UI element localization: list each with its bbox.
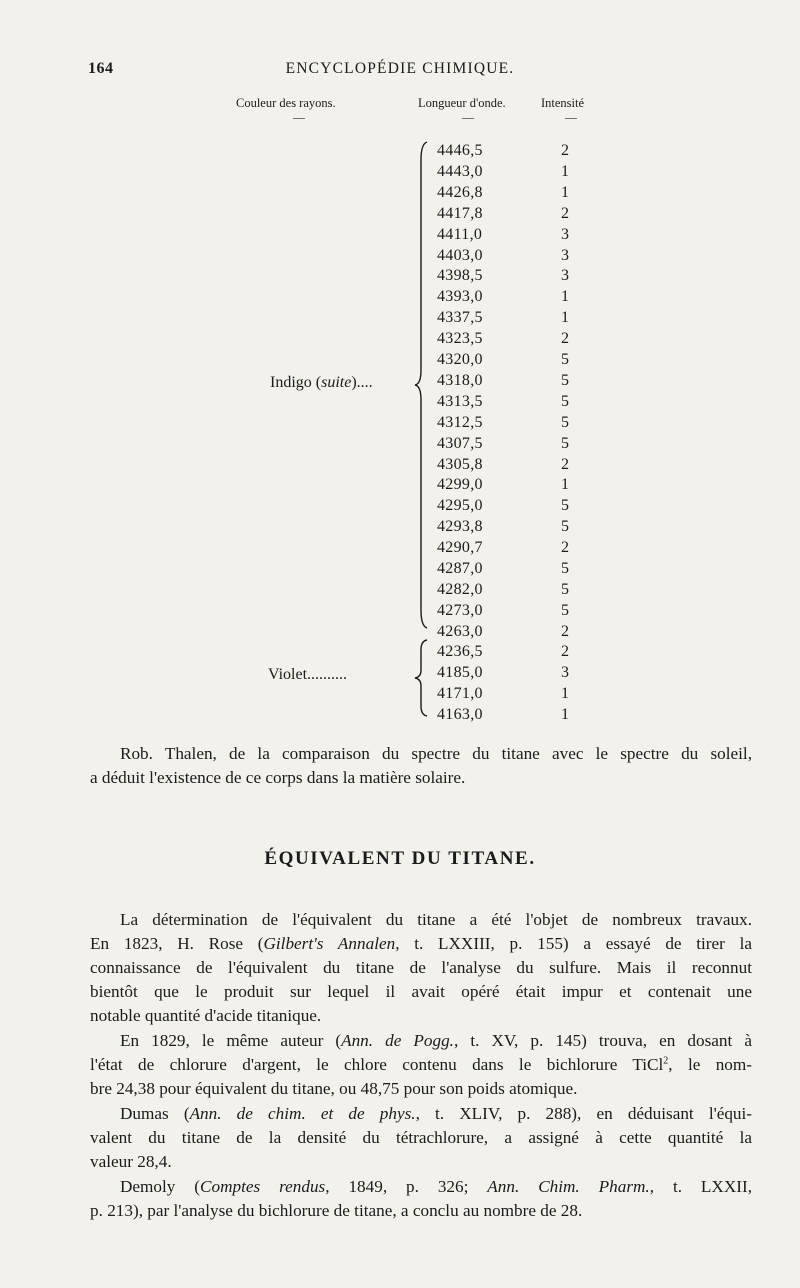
group-label-tail: ).... bbox=[351, 374, 373, 391]
wavelength-value: 4273,0 bbox=[437, 601, 483, 619]
text-run: Demoly ( bbox=[120, 1177, 201, 1196]
wavelength-value: 4312,5 bbox=[437, 413, 483, 431]
intensity-value: 2 bbox=[561, 539, 569, 557]
group-label-violet bbox=[268, 666, 347, 684]
intensity-value: 1 bbox=[561, 705, 569, 723]
text-run: Dumas ( bbox=[120, 1104, 190, 1123]
wavelength-value: 4282,0 bbox=[437, 580, 483, 598]
intensity-value: 2 bbox=[561, 142, 569, 159]
intensity-value: 2 bbox=[561, 204, 569, 222]
intensity-value: 3 bbox=[561, 246, 569, 264]
intensity-value: 5 bbox=[561, 601, 569, 619]
text-run: l'état de chlorure d'argent, le chlore contenu dans le bichlorure TiCl bbox=[90, 1055, 664, 1075]
paragraph-thalen bbox=[90, 742, 752, 790]
text-line: La détermination de l'équivalent du titane a été l'objet de nombreux travaux. bbox=[120, 910, 752, 929]
section-title: ÉQUIVALENT DU TITANE. bbox=[264, 848, 536, 869]
text-line: bientôt que le produit sur lequel il avait opéré était impur et contenait une bbox=[90, 982, 752, 1002]
text-run: , t. XLIV, p. 288), en déduisant l'équi- bbox=[415, 1104, 753, 1123]
text-line bbox=[90, 932, 752, 956]
wavelength-value: 4320,0 bbox=[437, 351, 483, 368]
intensity-value: 3 bbox=[561, 663, 569, 681]
intensity-value: 1 bbox=[561, 476, 569, 494]
column-dash-intensity: — bbox=[565, 110, 577, 124]
brace-violet bbox=[414, 638, 428, 718]
column-header-wavelength: Longueur d'onde. bbox=[418, 96, 506, 110]
citation-italic: Comptes rendus bbox=[200, 1177, 326, 1196]
running-header bbox=[88, 60, 712, 84]
wavelength-value: 4426,8 bbox=[437, 183, 483, 201]
text-line: a déduit l'existence de ce corps dans la matière solaire. bbox=[90, 768, 466, 788]
wavelength-value: 4323,5 bbox=[437, 330, 483, 348]
paragraph-demoly bbox=[90, 1175, 752, 1223]
intensity-value: 5 bbox=[561, 371, 569, 389]
wavelength-value: 4287,0 bbox=[437, 560, 483, 577]
wavelength-value: 4403,0 bbox=[437, 246, 483, 264]
intensity-value: 5 bbox=[561, 518, 569, 536]
text-run: En 1829, le même auteur ( bbox=[120, 1031, 342, 1050]
wavelength-value: 4293,8 bbox=[437, 518, 483, 536]
citation-italic: Ann. de chim. et de phys. bbox=[189, 1104, 416, 1123]
text-line bbox=[90, 1053, 752, 1077]
intensity-value: 2 bbox=[561, 643, 569, 660]
intensity-value: 3 bbox=[561, 225, 569, 243]
running-title: ENCYCLOPÉDIE CHIMIQUE. bbox=[285, 60, 515, 77]
citation-italic: Ann. Chim. Pharm. bbox=[487, 1177, 650, 1196]
brace-indigo bbox=[414, 140, 428, 630]
intensity-value: 1 bbox=[561, 183, 569, 201]
paragraph-rose-1829 bbox=[90, 1029, 752, 1101]
wavelength-value: 4313,5 bbox=[437, 392, 483, 410]
text-run: , le nom- bbox=[668, 1055, 752, 1075]
text-line: connaissance de l'équivalent du titane de l'analyse du sulfure. Mais il reconnut bbox=[90, 958, 752, 978]
paragraph-rose-1823 bbox=[90, 908, 752, 1028]
intensity-value: 1 bbox=[561, 288, 569, 306]
text-line bbox=[90, 1102, 752, 1126]
paragraph-dumas bbox=[90, 1102, 752, 1174]
intensity-value: 5 bbox=[561, 497, 569, 515]
text-line bbox=[90, 1029, 752, 1053]
column-dash-wavelength: — bbox=[462, 110, 474, 124]
intensity-value: 5 bbox=[561, 560, 569, 577]
wavelength-value: 4185,0 bbox=[437, 663, 483, 681]
text-run: , t. LXXIII, p. 155) a essayé de tirer la bbox=[395, 934, 753, 954]
wavelength-value: 4443,0 bbox=[437, 162, 483, 180]
intensity-value: 5 bbox=[561, 392, 569, 410]
wavelength-value: 4305,8 bbox=[437, 455, 483, 473]
group-label-italic: suite bbox=[321, 374, 352, 391]
text-line: p. 213), par l'analyse du bichlorure de titane, a conclu au nombre de 28. bbox=[90, 1201, 583, 1221]
wavelength-value: 4318,0 bbox=[437, 371, 483, 389]
text-line: notable quantité d'acide titanique. bbox=[90, 1006, 322, 1026]
intensity-value: 5 bbox=[561, 413, 569, 431]
intensity-value: 1 bbox=[561, 162, 569, 180]
wavelength-value: 4307,5 bbox=[437, 434, 483, 452]
intensity-value: 1 bbox=[561, 684, 569, 702]
wavelength-value: 4290,7 bbox=[437, 539, 483, 557]
group-label-indigo bbox=[270, 374, 373, 392]
text-line: Rob. Thalen, de la comparaison du spectre du titane avec le spectre du soleil, bbox=[120, 744, 752, 763]
wavelength-value: 4163,0 bbox=[437, 705, 483, 723]
column-header-intensity: Intensité bbox=[541, 96, 585, 110]
intensity-value: 3 bbox=[561, 267, 569, 285]
text-run: , t. LXXII, bbox=[649, 1177, 752, 1196]
intensity-value: 5 bbox=[561, 580, 569, 598]
wavelength-value: 4446,5 bbox=[437, 142, 483, 159]
wavelength-value: 4171,0 bbox=[437, 684, 483, 702]
column-header-rays: Couleur des rayons. bbox=[236, 96, 336, 110]
wavelength-value: 4393,0 bbox=[437, 288, 483, 306]
wavelength-value: 4417,8 bbox=[437, 204, 483, 222]
text-line: valent du titane de la densité du tétrachlorure, a assigné à cette quantité la bbox=[90, 1128, 752, 1148]
wavelength-value: 4398,5 bbox=[437, 267, 483, 285]
wavelength-value: 4236,5 bbox=[437, 643, 483, 660]
intensity-value: 5 bbox=[561, 351, 569, 368]
text-line: valeur 28,4. bbox=[90, 1152, 172, 1172]
text-run: En 1823, H. Rose ( bbox=[90, 934, 264, 954]
intensity-value: 1 bbox=[561, 309, 569, 327]
page-number: 164 bbox=[88, 60, 114, 77]
column-dash-rays: — bbox=[293, 110, 305, 124]
group-label-text: Violet.......... bbox=[268, 666, 348, 683]
group-label-text: Indigo ( bbox=[270, 374, 322, 391]
intensity-value: 2 bbox=[561, 455, 569, 473]
text-run: , 1849, p. 326; bbox=[325, 1177, 488, 1196]
wavelength-value: 4411,0 bbox=[437, 225, 483, 243]
wavelength-value: 4299,0 bbox=[437, 476, 483, 494]
intensity-value: 5 bbox=[561, 434, 569, 452]
text-line: bre 24,38 pour équivalent du titane, ou 48,75 pour son poids atomique. bbox=[90, 1079, 578, 1099]
wavelength-value: 4337,5 bbox=[437, 309, 483, 327]
formula-superscript: 2 bbox=[663, 1055, 669, 1067]
citation-italic: Ann. de Pogg. bbox=[341, 1031, 454, 1050]
text-line bbox=[90, 1175, 752, 1199]
citation-italic: Gilbert's Annalen bbox=[263, 934, 396, 954]
text-run: , t. XV, p. 145) trouva, en dosant à bbox=[453, 1031, 752, 1050]
wavelength-value: 4263,0 bbox=[437, 622, 483, 640]
intensity-value: 2 bbox=[561, 622, 569, 640]
wavelength-value: 4295,0 bbox=[437, 497, 483, 515]
intensity-value: 2 bbox=[561, 330, 569, 348]
